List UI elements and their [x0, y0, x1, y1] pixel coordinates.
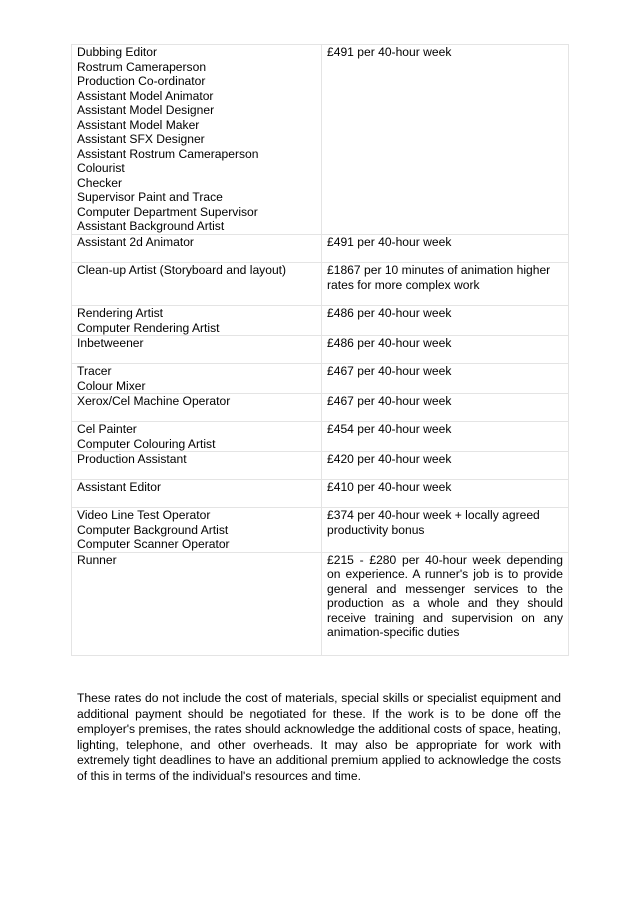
table-row — [72, 552, 569, 655]
role-name: Runner — [77, 552, 117, 567]
role-name: Dubbing Editor — [77, 45, 158, 59]
role-name: Assistant Model Designer — [77, 103, 215, 117]
role-name: Computer Department Supervisor — [77, 204, 258, 219]
role-name: Production Co-ordinator — [77, 74, 206, 88]
role-name: Checker — [77, 175, 123, 190]
table-row — [72, 45, 569, 235]
role-name: Rostrum Cameraperson — [77, 59, 207, 74]
role-name: Assistant 2d Animator — [77, 235, 194, 249]
table-row — [72, 480, 569, 508]
rate-cell: £491 per 40-hour week — [322, 45, 569, 235]
rates-table — [71, 44, 569, 656]
role-name: Rendering Artist — [77, 306, 164, 320]
role-name: Computer Rendering Artist — [77, 320, 220, 335]
rate-cell: £467 per 40-hour week — [322, 394, 569, 422]
rate-cell: £410 per 40-hour week — [322, 480, 569, 508]
table-row — [72, 263, 569, 306]
rate-cell: £420 per 40-hour week — [322, 452, 569, 480]
table-row — [72, 394, 569, 422]
table-row — [72, 336, 569, 364]
rate-cell: £454 per 40-hour week — [322, 422, 569, 452]
rate-cell: £486 per 40-hour week — [322, 306, 569, 336]
table-row — [72, 306, 569, 336]
role-name: Computer Colouring Artist — [77, 436, 216, 451]
role-cell — [72, 552, 322, 655]
role-name: Xerox/Cel Machine Operator — [77, 394, 231, 408]
role-cell — [72, 364, 322, 394]
table-row — [72, 422, 569, 452]
rate-cell: £491 per 40-hour week — [322, 235, 569, 263]
role-name: Cel Painter — [77, 422, 137, 436]
role-name: Assistant Model Animator — [77, 88, 214, 103]
role-name: Assistant SFX Designer — [77, 132, 205, 146]
table-row — [72, 508, 569, 553]
role-cell — [72, 394, 322, 422]
role-name: Assistant Background Artist — [77, 219, 225, 233]
role-name: Colourist — [77, 161, 125, 175]
table-row — [72, 452, 569, 480]
role-name: Clean-up Artist (Storyboard and layout) — [77, 263, 287, 277]
rates-notes-paragraph: These rates do not include the cost of materials, special skills or specialist equipment and additional payment should be negotiated for these. If the work is to be done off the employer's premises, the rates should acknowledge the additional costs of space, heating, lighting, telephone, and other overheads. It may also be appropriate for work with extremely tight deadlines to have an additional premium applied to acknowledge the costs of this in terms of the individual's resources and time. — [77, 691, 561, 784]
role-name: Supervisor Paint and Trace — [77, 190, 223, 204]
role-name: Colour Mixer — [77, 378, 146, 393]
table-row — [72, 235, 569, 263]
role-cell — [72, 235, 322, 263]
role-name: Assistant Editor — [77, 480, 162, 494]
role-name: Inbetweener — [77, 336, 144, 350]
rate-cell: £467 per 40-hour week — [322, 364, 569, 394]
role-cell — [72, 306, 322, 336]
role-name: Production Assistant — [77, 452, 187, 466]
rate-cell: £486 per 40-hour week — [322, 336, 569, 364]
role-name: Assistant Model Maker — [77, 117, 200, 132]
role-name: Computer Background Artist — [77, 522, 229, 537]
role-cell — [72, 336, 322, 364]
role-cell — [72, 452, 322, 480]
rate-cell: £215 - £280 per 40-hour week depending on experience. A runner's job is to provide general and messenger services to the production as a whole and they should receive training and supervision on any animation-specific duties — [322, 552, 569, 655]
role-name: Tracer — [77, 364, 112, 378]
table-row — [72, 364, 569, 394]
role-cell — [72, 422, 322, 452]
role-name: Assistant Rostrum Cameraperson — [77, 146, 259, 161]
role-name: Video Line Test Operator — [77, 508, 211, 522]
role-cell — [72, 480, 322, 508]
role-cell — [72, 45, 322, 235]
role-name: Computer Scanner Operator — [77, 537, 230, 551]
rate-cell: £374 per 40-hour week + locally agreed productivity bonus — [322, 508, 569, 553]
role-cell — [72, 263, 322, 306]
role-cell — [72, 508, 322, 553]
rate-cell: £1867 per 10 minutes of animation higher rates for more complex work — [322, 263, 569, 306]
